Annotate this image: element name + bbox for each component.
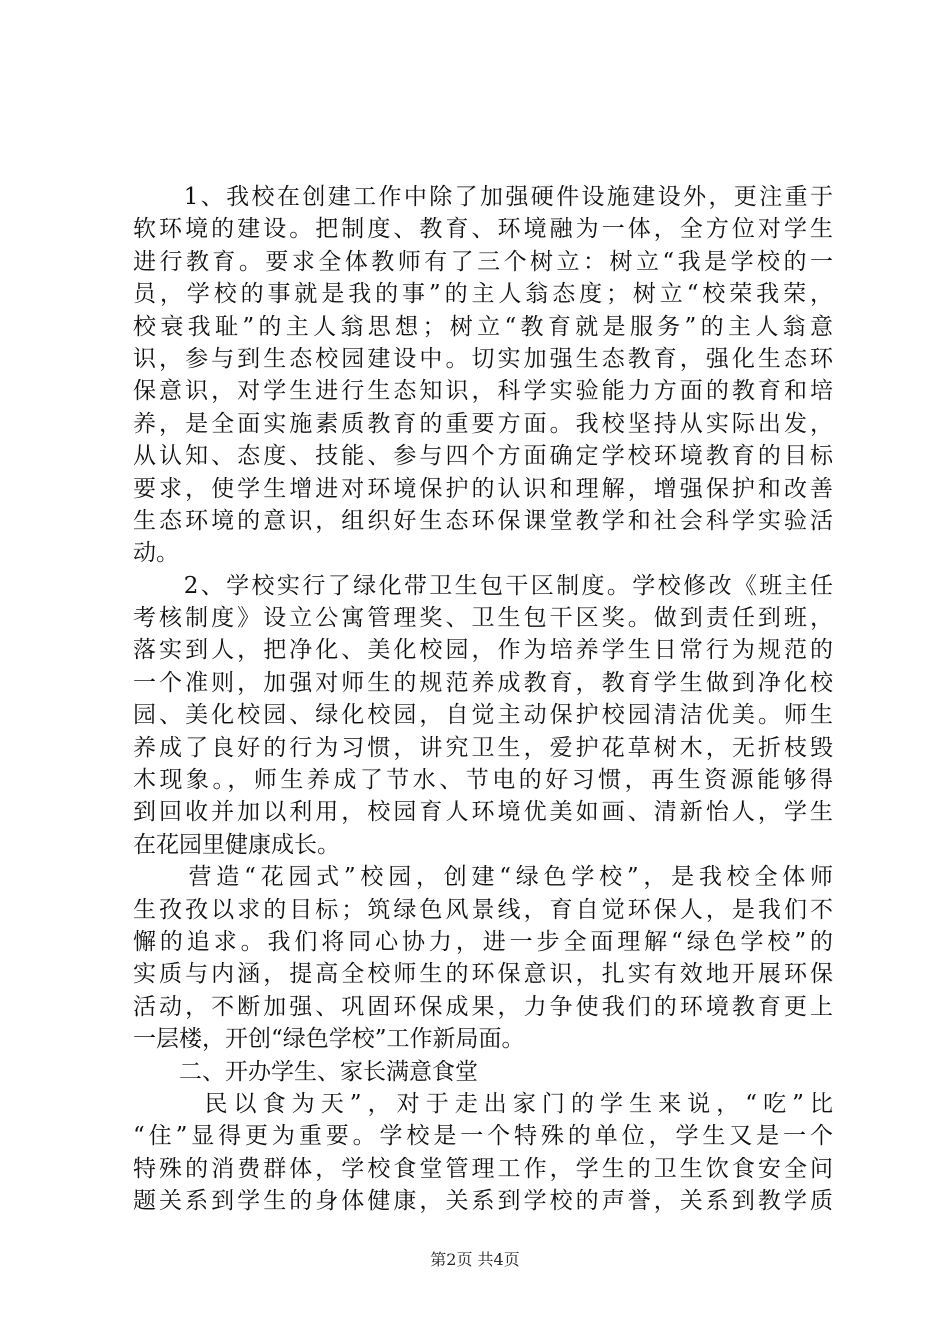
text-line: 特殊的消费群体，学校食堂管理工作，学生的卫生饮食安全问 bbox=[133, 1155, 833, 1182]
text-line: 识，参与到生态校园建设中。切实加强生态教育，强化生态环 bbox=[133, 345, 833, 372]
text-line: 到回收并加以利用，校园育人环境优美如画、清新怡人，学生 bbox=[133, 799, 833, 826]
text-line: 要求，使学生增进对环境保护的认识和理解，增强保护和改善 bbox=[133, 475, 833, 502]
text-line: 生态环境的意识，组织好生态环保课堂教学和社会科学实验活 bbox=[133, 507, 833, 534]
text-line: 题关系到学生的身体健康，关系到学校的声誉，关系到教学质 bbox=[133, 1188, 833, 1215]
text-line: 进行教育。要求全体教师有了三个树立：树立“我是学校的一 bbox=[133, 248, 833, 275]
page-footer: 第2页 共4页 bbox=[430, 1250, 520, 1269]
text-line: 校衰我耻”的主人翁思想；树立“教育就是服务”的主人翁意 bbox=[133, 313, 833, 340]
text-line: 一层楼，开创“绿色学校”工作新局面。 bbox=[133, 1026, 525, 1053]
text-line: 2、学校实行了绿化带卫生包干区制度。学校修改《班主任 bbox=[133, 572, 833, 599]
text-line: 实质与内涵，提高全校师生的环保意识，扎实有效地开展环保 bbox=[133, 961, 833, 988]
text-line: 落实到人，把净化、美化校园，作为培养学生日常行为规范的 bbox=[133, 637, 833, 664]
text-line: 软环境的建设。把制度、教育、环境融为一体，全方位对学生 bbox=[133, 216, 833, 243]
text-line: 考核制度》设立公寓管理奖、卫生包干区奖。做到责任到班， bbox=[133, 605, 833, 632]
text-line: 木现象。，师生养成了节水、节电的好习惯，再生资源能够得 bbox=[133, 767, 833, 794]
text-line: 生孜孜以求的目标；筑绿色风景线，育自觉环保人，是我们不 bbox=[133, 896, 833, 923]
text-line: 从认知、态度、技能、参与四个方面确定学校环境教育的目标 bbox=[133, 443, 833, 470]
text-line: 动。 bbox=[133, 540, 179, 567]
body-text bbox=[133, 181, 833, 1218]
text-line: 养，是全面实施素质教育的重要方面。我校坚持从实际出发， bbox=[133, 410, 833, 437]
section-heading: 二、开办学生、家长满意食堂 bbox=[133, 1058, 478, 1085]
text-line: 在花园里健康成长。 bbox=[133, 831, 340, 858]
text-line: 保意识，对学生进行生态知识，科学实验能力方面的教育和培 bbox=[133, 378, 833, 405]
text-line: 养成了良好的行为习惯，讲究卫生，爱护花草树木，无折枝毁 bbox=[133, 734, 833, 761]
text-line: 1、我校在创建工作中除了加强硬件设施建设外，更注重于 bbox=[133, 184, 833, 210]
text-line: “住”显得更为重要。学校是一个特殊的单位，学生又是一个 bbox=[133, 1123, 833, 1150]
text-line: 一个准则，加强对师生的规范养成教育，教育学生做到净化校 bbox=[133, 669, 833, 696]
text-line: 懈的追求。我们将同心协力，进一步全面理解“绿色学校”的 bbox=[133, 928, 833, 955]
text-line: 园、美化校园、绿化校园，自觉主动保护校园清洁优美。师生 bbox=[133, 702, 833, 729]
text-line: 营造“花园式”校园，创建“绿色学校”，是我校全体师 bbox=[133, 864, 833, 891]
text-line: 活动，不断加强、巩固环保成果，力争使我们的环境教育更上 bbox=[133, 993, 833, 1020]
text-line: 民以食为天”，对于走出家门的学生来说，“吃”比 bbox=[133, 1090, 833, 1117]
text-line: 员，学校的事就是我的事”的主人翁态度；树立“校荣我荣， bbox=[133, 281, 833, 308]
